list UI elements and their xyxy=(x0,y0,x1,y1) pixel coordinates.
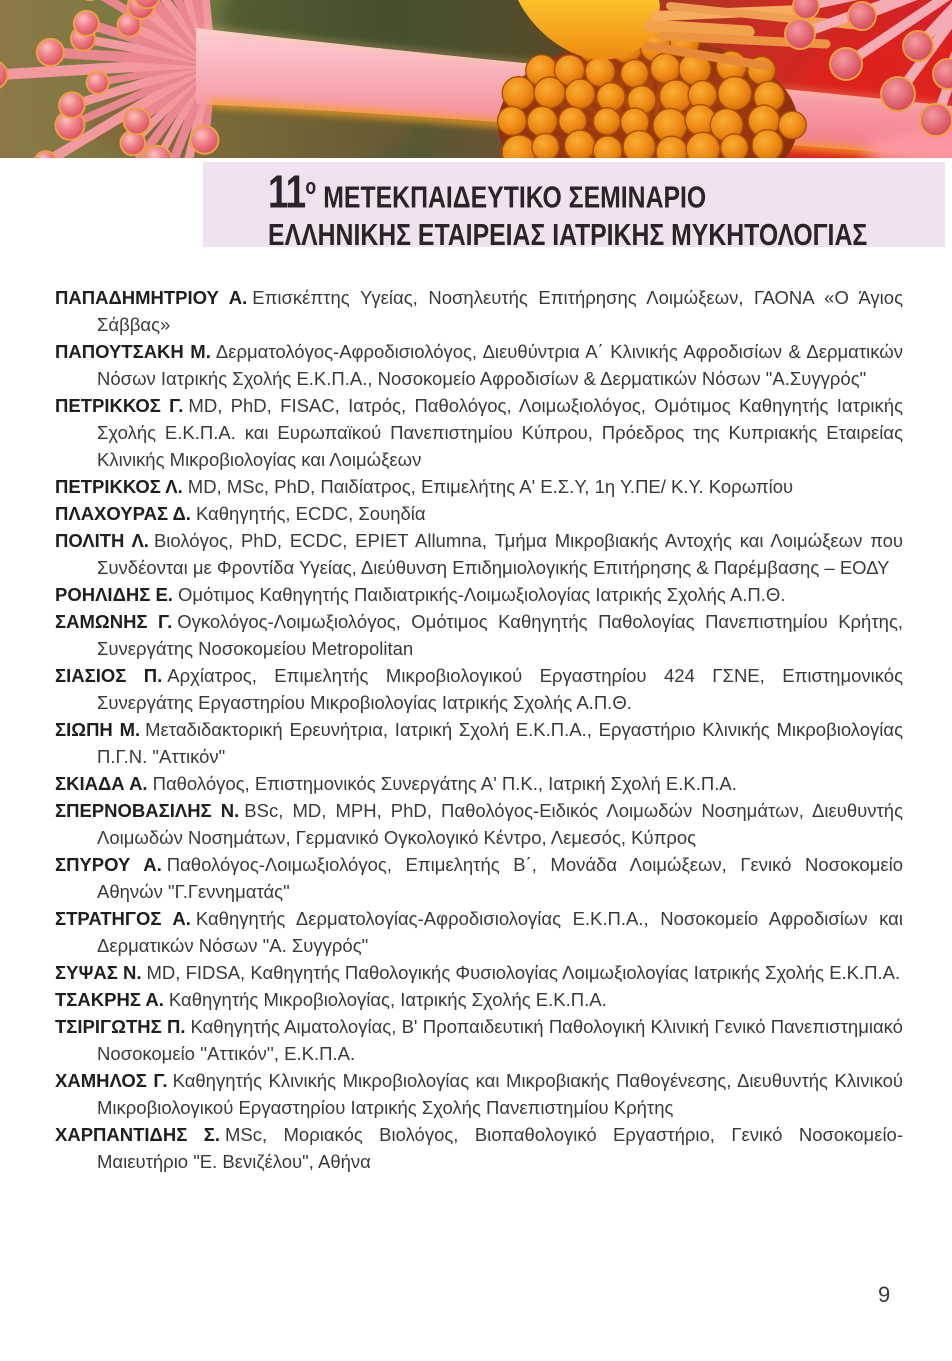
faculty-entry xyxy=(55,284,903,338)
faculty-entry xyxy=(55,1067,903,1121)
faculty-name: ΣΠΕΡΝΟΒΑΣΙΛΗΣ Ν. xyxy=(55,800,240,821)
fungal-conidiophores-header-image xyxy=(0,0,952,158)
faculty-name: ΣΚΙΑΔΑ Α. xyxy=(55,773,148,794)
faculty-name: ΠΕΤΡΙΚΚΟΣ Λ. xyxy=(55,476,183,497)
seminar-title-line1-text: ΜΕΤΕΚΠΑΙΔΕΥΤΙΚΟ ΣΕΜΙΝΑΡΙΟ xyxy=(323,179,707,215)
seminar-title-line2: ΕΛΛΗΝΙΚΗΣ ΕΤΑΙΡΕΙΑΣ ΙΑΤΡΙΚΗΣ ΜΥΚΗΤΟΛΟΓΙΑΣ xyxy=(268,216,868,252)
faculty-role: Βιολόγος, PhD, ECDC, EPIET Allumna, Τμήμα Μικροβιακής Αντοχής και Λοιμώξεων που Συνδέονται με Φροντίδα Υγείας, Διεύθυνση Επιδημιολογικής Επιτήρησης & Παρέμβασης – ΕΟΔΥ xyxy=(97,530,904,578)
faculty-role: Παθολόγος, Επιστημονικός Συνεργάτης Α' Π.Κ., Ιατρική Σχολή Ε.Κ.Π.Α. xyxy=(152,773,737,794)
faculty-entry xyxy=(55,770,903,797)
faculty-entry xyxy=(55,716,903,770)
seminar-title xyxy=(268,162,868,252)
faculty-name: ΤΣΑΚΡΗΣ Α. xyxy=(55,989,164,1010)
faculty-role: BSc, MD, MPH, PhD, Παθολόγος-Ειδικός Λοιμωδών Νοσημάτων, Διευθυντής Λοιμωδών Νοσημάτων, Γερμανικό Ογκολογικό Κέντρο, Λεμεσός, Κύπρος xyxy=(97,800,903,848)
faculty-entry xyxy=(55,986,903,1013)
faculty-name: ΤΣΙΡΙΓΩΤΗΣ Π. xyxy=(55,1016,186,1037)
faculty-name: ΣΙΩΠΗ Μ. xyxy=(55,719,141,740)
seminar-number: 11 xyxy=(268,165,306,218)
faculty-role: Δερματολόγος-Αφροδισιολόγος, Διευθύντρια Α΄ Κλινικής Αφροδισίων & Δερματικών Νόσων Ιατρικής Σχολής Ε.Κ.Π.Α., Νοσοκομείο Αφροδισίων & Δερματικών Νόσων "Α.Συγγρός" xyxy=(97,341,903,389)
faculty-role: Ογκολόγος-Λοιμωξιολόγος, Ομότιμος Καθηγητής Παθολογίας Πανεπιστημίου Κρήτης, Συνεργάτης Νοσοκομείου Metropolitan xyxy=(97,611,903,659)
faculty-name: ΣΤΡΑΤΗΓΟΣ Α. xyxy=(55,908,191,929)
faculty-name: ΠΑΠΟΥΤΣΑΚΗ Μ. xyxy=(55,341,211,362)
title-banner xyxy=(203,162,945,252)
faculty-name: ΠΕΤΡΙΚΚΟΣ Γ. xyxy=(55,395,184,416)
faculty-name: ΠΟΛΙΤΗ Λ. xyxy=(55,530,149,551)
faculty-entry xyxy=(55,500,903,527)
faculty-role: Καθηγητής Κλινικής Μικροβιολογίας και Μικροβιακής Παθογένεσης, Διευθυντής Κλινικού Μικροβιολογικού Εργαστηρίου Ιατρικής Σχολής Πανεπιστημίου Κρήτης xyxy=(97,1070,904,1118)
faculty-list xyxy=(55,284,903,1175)
faculty-role: Καθηγητής, ECDC, Σουηδία xyxy=(195,503,426,524)
faculty-entry xyxy=(55,662,903,716)
faculty-entry xyxy=(55,608,903,662)
faculty-role: Παθολόγος-Λοιμωξιολόγος, Επιμελητής Β΄, Μονάδα Λοιμώξεων, Γενικό Νοσοκομείο Αθηνών "Γ.Γεννηματάς" xyxy=(97,854,903,902)
faculty-entry xyxy=(55,1121,903,1175)
page-number: 9 xyxy=(878,1282,891,1307)
faculty-name: ΣΙΑΣΙΟΣ Π. xyxy=(55,665,163,686)
faculty-role: MSc, Μοριακός Βιολόγος, Βιοπαθολογικό Εργαστήριο, Γενικό Νοσοκομείο-Μαιευτήριο "Ε. Βενιζέλου", Αθήνα xyxy=(97,1124,903,1172)
faculty-role: Μεταδιδακτορική Ερευνήτρια, Ιατρική Σχολή Ε.Κ.Π.Α., Εργαστήριο Κλινικής Μικροβιολογίας Π.Γ.Ν. "Αττικόν" xyxy=(97,719,903,767)
faculty-entry xyxy=(55,797,903,851)
faculty-name: ΣΑΜΩΝΗΣ Γ. xyxy=(55,611,173,632)
faculty-name: ΣΠΥΡΟΥ Α. xyxy=(55,854,162,875)
faculty-name: ΧΑΡΠΑΝΤΙΔΗΣ Σ. xyxy=(55,1124,220,1145)
faculty-name: ΧΑΜΗΛΟΣ Γ. xyxy=(55,1070,168,1091)
faculty-role: Καθηγητής Αιματολογίας, Β' Προπαιδευτική Παθολογική Κλινική Γενικό Πανεπιστημιακό Νοσοκομείο ''Αττικόν'', Ε.Κ.Π.Α. xyxy=(97,1016,903,1064)
faculty-name: ΣΥΨΑΣ Ν. xyxy=(55,962,142,983)
faculty-role: MD, PhD, FISAC, Ιατρός, Παθολόγος, Λοιμωξιολόγος, Ομότιμος Καθηγητής Ιατρικής Σχολής Ε.Κ.Π.Α. και Ευρωπαϊκού Πανεπιστημίου Κύπρου, Πρόεδρος της Κυπριακής Εταιρείας Κλινικής Μικροβιολογίας και Λοιμώξεων xyxy=(97,395,903,470)
faculty-name: ΠΛΑΧΟΥΡΑΣ Δ. xyxy=(55,503,191,524)
faculty-entry xyxy=(55,527,903,581)
faculty-entry xyxy=(55,1013,903,1067)
seminar-title-line1 xyxy=(268,167,810,218)
faculty-entry xyxy=(55,338,903,392)
faculty-entry xyxy=(55,905,903,959)
faculty-name: ΡΟΗΛΙΔΗΣ Ε. xyxy=(55,584,173,605)
faculty-role: MD, FIDSA, Καθηγητής Παθολογικής Φυσιολογίας Λοιμωξιολογίας Ιατρικής Σχολής Ε.Κ.Π.Α. xyxy=(146,962,901,983)
faculty-role: Ομότιμος Καθηγητής Παιδιατρικής-Λοιμωξιολογίας Ιατρικής Σχολής Α.Π.Θ. xyxy=(177,584,786,605)
faculty-entry xyxy=(55,581,903,608)
faculty-name: ΠΑΠΑΔΗΜΗΤΡΙΟΥ Α. xyxy=(55,287,248,308)
faculty-entry xyxy=(55,959,903,986)
header-artwork xyxy=(0,0,952,158)
faculty-role: Καθηγητής Δερματολογίας-Αφροδισιολογίας Ε.Κ.Π.Α., Νοσοκομείο Αφροδισίων και Δερματικών Νόσων "Α. Συγγρός" xyxy=(97,908,903,956)
faculty-role: Καθηγητής Μικροβιολογίας, Ιατρικής Σχολής Ε.Κ.Π.Α. xyxy=(168,989,607,1010)
faculty-entry xyxy=(55,473,903,500)
faculty-role: Αρχίατρος, Επιμελητής Μικροβιολογικού Εργαστηρίου 424 ΓΣΝΕ, Επιστημονικός Συνεργάτης Εργαστηρίου Μικροβιολογίας Ιατρικής Σχολής Α.Π.Θ. xyxy=(97,665,903,713)
faculty-role: MD, MSc, PhD, Παιδίατρος, Επιμελήτης Α' Ε.Σ.Υ, 1η Υ.ΠΕ/ Κ.Υ. Κορωπίου xyxy=(187,476,794,497)
faculty-entry xyxy=(55,851,903,905)
faculty-role: Επισκέπτης Υγείας, Νοσηλευτής Επιτήρησης Λοιμώξεων, ΓΑΟΝΑ «Ο Άγιος Σάββας» xyxy=(97,287,903,335)
faculty-entry xyxy=(55,392,903,473)
seminar-ordinal: ο xyxy=(305,174,317,199)
